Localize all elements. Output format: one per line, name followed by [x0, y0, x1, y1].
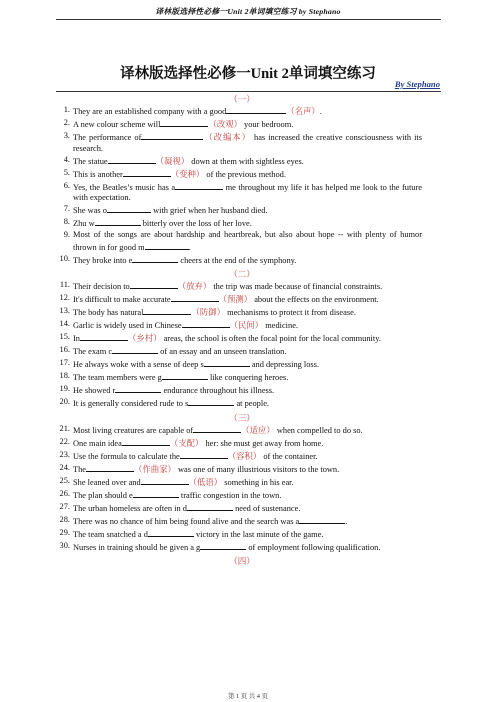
question-number: 21. [59, 423, 70, 433]
answer-blank[interactable] [200, 541, 246, 550]
question-text: need of sustenance. [235, 503, 301, 513]
chinese-hint: （改观） [208, 120, 242, 129]
chinese-hint: （凝视） [155, 156, 190, 166]
answer-blank[interactable] [130, 280, 178, 289]
question-text: They are an established company with a good [73, 107, 227, 116]
question-text: was one of many illustrious visitors to the town. [178, 464, 340, 474]
answer-blank[interactable] [226, 105, 286, 114]
question-number: 28. [59, 514, 70, 524]
question-number: 26. [59, 488, 70, 498]
question-number: 29. [59, 527, 70, 537]
question-item [62, 105, 422, 118]
exercise-content [59, 93, 423, 567]
question-item [59, 475, 422, 489]
question-text: bitterly over the loss of her love. [142, 219, 252, 228]
question-item [62, 131, 422, 154]
answer-blank[interactable] [123, 168, 171, 177]
answer-blank[interactable] [299, 515, 348, 526]
page-header: 译林版选择性必修一Unit 2单词填空练习 by Stephano [155, 7, 341, 16]
question-number: 10. [59, 253, 70, 263]
question-number: 15. [59, 332, 70, 341]
section-heading: （一） [229, 94, 255, 104]
question-number: 1. [63, 105, 70, 114]
chinese-hint: （支配） [169, 438, 204, 448]
question-number: 6. [63, 180, 70, 190]
question-item [59, 397, 422, 410]
answer-blank[interactable] [148, 528, 194, 537]
question-text: There was no chance of him being found alive and the search was a [73, 516, 300, 526]
answer-blank[interactable] [171, 293, 219, 302]
answer-blank[interactable] [141, 131, 203, 140]
question-text: endurance throughout his illness. [163, 386, 275, 395]
answer-blank[interactable] [95, 217, 141, 226]
question-text: The exam c [73, 347, 113, 356]
question-number: 19. [59, 384, 70, 393]
question-text: cheers at the end of the symphony. [180, 255, 297, 265]
title-rule [56, 91, 441, 92]
question-text: me throughout my life it has helped me look to the future with expectation. [73, 182, 422, 202]
question-text: traffic congestion in the town. [180, 490, 282, 500]
question-text: the trip was made because of financial constraints. [213, 282, 383, 291]
question-item [62, 155, 422, 168]
question-item [62, 204, 422, 217]
question-item [62, 181, 422, 204]
question-number: 20. [59, 397, 70, 406]
question-text: The team snatched a d [73, 529, 148, 539]
question-text: The statue [73, 156, 108, 166]
answer-blank[interactable] [160, 118, 208, 127]
question-text: Most living creatures are capable of [73, 425, 194, 435]
question-number: 8. [63, 217, 70, 226]
question-item [59, 540, 422, 554]
question-number: 12. [59, 293, 70, 302]
question-text: This is another [73, 169, 123, 179]
question-item [59, 436, 422, 450]
question-number: 17. [59, 358, 70, 367]
question-text: Nurses in training should be given a g [73, 542, 201, 552]
question-text: The performance of [73, 133, 142, 142]
question-item [62, 217, 422, 230]
question-text: The plan should e [73, 490, 133, 500]
question-text: He showed r [73, 386, 116, 395]
question-text: In [73, 334, 80, 343]
question-item [59, 384, 422, 397]
chinese-hint: （名声） [286, 107, 320, 116]
question-text: like conquering heroes. [209, 373, 289, 382]
question-number: 18. [59, 371, 70, 380]
question-text: . [319, 107, 322, 116]
question-text: Garlic is widely used in Chinese [73, 321, 182, 330]
question-number: 27. [59, 501, 70, 511]
question-text: of an essay and an unseen translation. [160, 347, 287, 356]
question-item [59, 306, 422, 319]
question-item [59, 449, 422, 463]
chinese-hint: （低语） [188, 477, 223, 487]
answer-blank[interactable] [141, 476, 189, 485]
chinese-hint: （民间） [229, 321, 264, 330]
chinese-hint: （作曲家） [134, 464, 176, 474]
question-text: . [188, 242, 191, 252]
question-number: 7. [63, 204, 70, 213]
question-number: 14. [59, 319, 70, 328]
question-item [59, 253, 422, 267]
question-item [59, 345, 422, 358]
question-item [59, 332, 422, 345]
question-item [59, 462, 422, 476]
question-number: 9. [63, 230, 70, 239]
question-number: 11. [59, 280, 70, 289]
question-item [59, 527, 422, 541]
question-item [59, 280, 422, 293]
question-number: 16. [59, 345, 70, 354]
section-heading: （二） [229, 269, 255, 279]
question-text: of the container. [263, 451, 318, 461]
chinese-hint: （放弃） [177, 282, 212, 291]
question-text: has increased the creative consciousness with its research. [73, 133, 423, 153]
question-number: 23. [59, 449, 70, 459]
answer-blank[interactable] [162, 371, 208, 380]
answer-blank[interactable] [145, 241, 189, 250]
question-item [59, 501, 422, 515]
question-number: 3. [63, 131, 70, 140]
question-text: Most of the songs are about hardship and heartbreak, but also about hope -- with plenty of humor thrown in for good m [73, 230, 422, 252]
question-text: She leaned over and [73, 477, 141, 487]
question-text: The urban homeless are often in d [73, 503, 187, 513]
question-text: She was o [73, 206, 107, 215]
question-text: mechanisms to protect it from disease. [227, 308, 356, 317]
question-number: 30. [59, 540, 70, 550]
question-item [59, 358, 422, 371]
answer-blank[interactable] [115, 384, 161, 393]
answer-blank[interactable] [122, 437, 170, 446]
chinese-hint: （乡村） [127, 334, 162, 343]
question-text: about the effects on the environment. [254, 295, 379, 304]
chinese-hint: （变种） [170, 169, 205, 179]
document-title: 译林版选择性必修一Unit 2单词填空练习 [120, 66, 376, 82]
question-item [59, 514, 422, 528]
question-number: 22. [59, 436, 70, 446]
question-text: They broke into e [73, 255, 133, 265]
header-rule [56, 19, 441, 20]
question-number: 2. [63, 118, 70, 127]
question-text: something in his ear. [224, 477, 294, 487]
question-item [59, 319, 422, 332]
question-number: 13. [59, 306, 70, 315]
answer-blank[interactable] [108, 155, 156, 164]
question-text: . [345, 516, 348, 526]
answer-blank[interactable] [193, 424, 241, 433]
question-text: He always woke with a sense of deep s [73, 360, 204, 369]
question-text: victory in the last minute of the game. [195, 529, 324, 539]
answer-blank[interactable] [80, 332, 128, 341]
question-text: The [73, 464, 87, 474]
question-text: It's difficult to make accurate [73, 295, 171, 304]
question-text: medicine. [265, 321, 299, 330]
question-item [62, 230, 422, 253]
chinese-hint: （适应） [241, 425, 275, 435]
question-text: A new colour scheme will [73, 120, 161, 129]
answer-blank[interactable] [204, 358, 250, 367]
answer-blank[interactable] [112, 345, 158, 354]
question-text: your bedroom. [244, 120, 294, 129]
answer-blank[interactable] [86, 463, 134, 472]
question-text: areas, the school is often the focal point for the local community. [163, 334, 381, 343]
question-text: The team members were g [73, 373, 162, 382]
chinese-hint: （容积） [227, 451, 262, 461]
answer-blank[interactable] [107, 204, 151, 213]
question-item [59, 488, 422, 502]
answer-blank[interactable] [143, 306, 191, 315]
chinese-hint: （防御） [191, 308, 225, 317]
question-item [59, 293, 422, 306]
question-text: Use the formula to calculate the [73, 451, 180, 461]
question-number: 5. [63, 167, 70, 177]
question-text: Their decision to [73, 282, 130, 291]
section-heading: （三） [229, 412, 255, 423]
question-item [59, 371, 422, 384]
question-number: 24. [59, 462, 70, 472]
answer-blank[interactable] [187, 502, 233, 511]
question-text: One main idea [73, 438, 122, 448]
question-text: at people. [236, 399, 270, 408]
question-text: of the previous method. [206, 169, 286, 179]
question-item [62, 118, 422, 131]
question-text: and depressing loss. [251, 360, 320, 369]
question-text: her: she must get away from home. [205, 438, 324, 448]
answer-blank[interactable] [133, 489, 179, 498]
question-text: of employment following qualification. [248, 542, 381, 552]
question-number: 4. [63, 154, 70, 164]
question-item [59, 423, 422, 437]
author-credit: By Stephano [394, 79, 440, 89]
question-text: It is generally considered rude to s [73, 399, 189, 408]
question-item [62, 168, 422, 181]
answer-blank[interactable] [132, 254, 178, 263]
answer-blank[interactable] [175, 181, 223, 190]
question-number: 25. [59, 475, 70, 485]
answer-blank[interactable] [188, 397, 234, 406]
question-text: Zhu w [73, 219, 95, 228]
question-text: down at them with sightless eyes. [191, 156, 304, 166]
answer-blank[interactable] [180, 450, 228, 459]
chinese-hint: （改编本） [203, 133, 251, 142]
question-text: The body has natural [73, 308, 144, 317]
page-footer: 第 1 页 共 4 页 [228, 693, 268, 700]
question-text: with grief when her husband died. [153, 206, 268, 215]
section-heading: （四） [229, 556, 255, 566]
question-text: when compelled to do so. [276, 425, 363, 435]
question-text: Yes, the Beatles’s music has a [73, 182, 176, 192]
answer-blank[interactable] [182, 319, 230, 328]
chinese-hint: （预测） [218, 295, 253, 304]
